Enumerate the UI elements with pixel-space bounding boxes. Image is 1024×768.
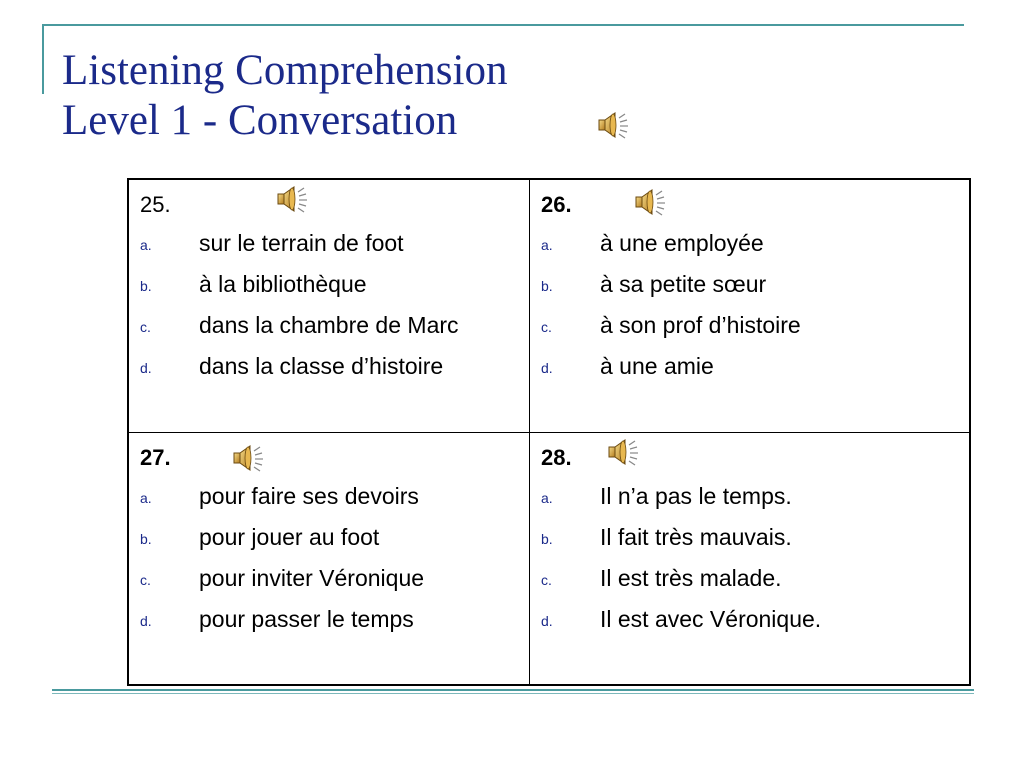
option-letter: a. [541,237,553,253]
question-number: 27. [140,445,171,470]
frame-left-line [42,24,44,94]
option-text: à sa petite sœur [600,271,767,297]
question-grid [127,178,971,686]
option-letter: c. [140,319,151,335]
option-text: sur le terrain de foot [199,230,404,256]
question-number: 28. [541,445,572,470]
question-number: 25. [140,192,171,217]
option-text: à son prof d’histoire [600,312,801,338]
option-letter: c. [541,319,552,335]
question-25 [129,180,530,433]
option-letter: b. [541,278,553,294]
option-text: pour inviter Véronique [199,565,425,591]
option-letter: b. [541,531,553,547]
option-text: à une amie [600,353,714,379]
speaker-icon[interactable] [275,184,309,214]
option-letter: d. [541,613,553,629]
option-letter: d. [541,360,553,376]
option-text: pour jouer au foot [199,524,380,550]
option-letter: a. [541,490,553,506]
slide-title [62,46,507,146]
option-letter: a. [140,490,152,506]
speaker-icon[interactable] [231,443,265,473]
option-letter: d. [140,360,152,376]
option-letter: c. [541,572,552,588]
frame-top-line [44,24,964,26]
option-letter: b. [140,278,152,294]
frame-bottom-line [52,689,974,691]
option-text: pour faire ses devoirs [199,483,419,509]
question-26 [530,180,969,433]
option-text: Il n’a pas le temps. [600,483,792,509]
option-letter: b. [140,531,152,547]
option-text: dans la classe d’histoire [199,353,444,379]
option-text: Il est avec Véronique. [600,606,822,632]
option-text: dans la chambre de Marc [199,312,459,338]
option-text: Il est très malade. [600,565,782,591]
option-letter: c. [140,572,151,588]
question-28 [530,433,969,684]
title-line-1: Listening Comprehension [62,47,508,94]
option-text: à une employée [600,230,764,256]
option-letter: a. [140,237,152,253]
option-text: pour passer le temps [199,606,414,632]
speaker-icon[interactable] [596,110,630,140]
option-letter: d. [140,613,152,629]
question-27 [129,433,530,684]
title-line-2: Level 1 - Conversation [62,97,458,144]
speaker-icon[interactable] [633,187,667,217]
question-number: 26. [541,192,572,217]
option-text: à la bibliothèque [199,271,367,297]
speaker-icon[interactable] [606,437,640,467]
frame-bottom-line-thin [52,693,974,694]
option-text: Il fait très mauvais. [600,524,792,550]
